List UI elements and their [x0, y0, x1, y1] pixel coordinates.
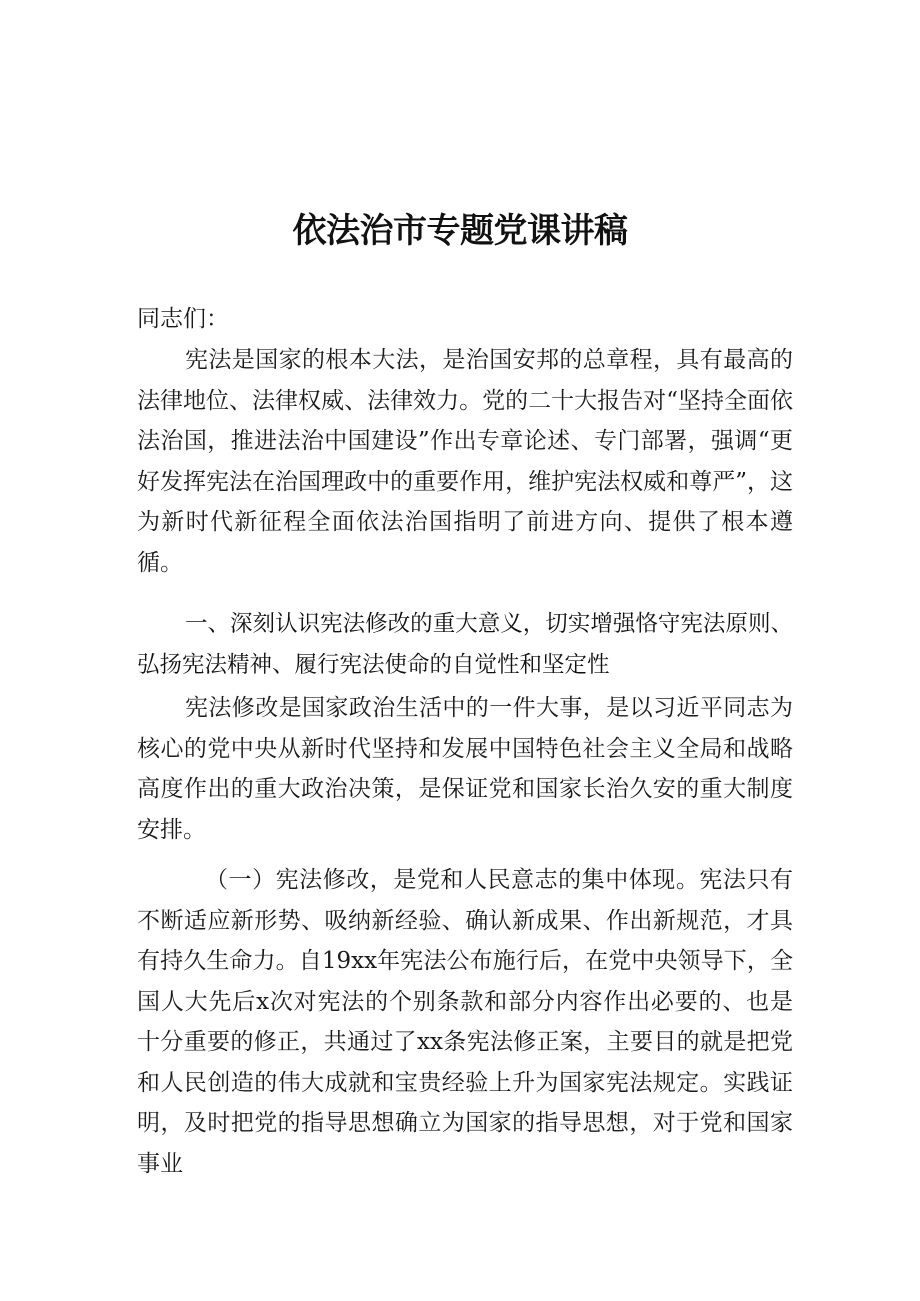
section-heading-1: 一、深刻认识宪法修改的重大意义，切实增强恪守宪法原则、弘扬宪法精神、履行宪法使命的自觉性和坚定性 — [137, 611, 793, 678]
paragraph-subsection-1: （一）宪法修改，是党和人民意志的集中体现。宪法只有不断适应新形势、吸纳新经验、确认新成果、作出新规范，才具有持久生命力。自19xx年宪法公布施行后，在党中央领导下，全国人大先后x次对宪法的个别条款和部分内容作出必要的、也是十分重要的修正，共通过了xx条宪法修正案，主要目的就是把党和人民创造的伟大成就和宝贵经验上升为国家宪法规定。实践证明，及时把党的指导思想确立为国家的指导思想，对于党和国家事业 — [137, 867, 793, 1177]
paragraph-intro: 宪法是国家的根本大法，是治国安邦的总章程，具有最高的法律地位、法律权威、法律效力。党的二十大报告对“坚持全面依法治国，推进法治中国建设”作出专章论述、专门部署，强调“更好发挥宪法在治国理政中的重要作用，维护宪法权威和尊严”，这为新时代新征程全面依法治国指明了前进方向、提供了根本遵循。 — [137, 347, 793, 576]
paragraph-section-1: 宪法修改是国家政治生活中的一件大事，是以习近平同志为核心的党中央从新时代坚持和发展中国特色社会主义全局和战略高度作出的重大政治决策，是保证党和国家长治久安的重大制度安排。 — [137, 695, 793, 843]
document-title: 依法治市专题党课讲稿 — [292, 210, 628, 251]
salutation: 同志们： — [137, 306, 229, 332]
